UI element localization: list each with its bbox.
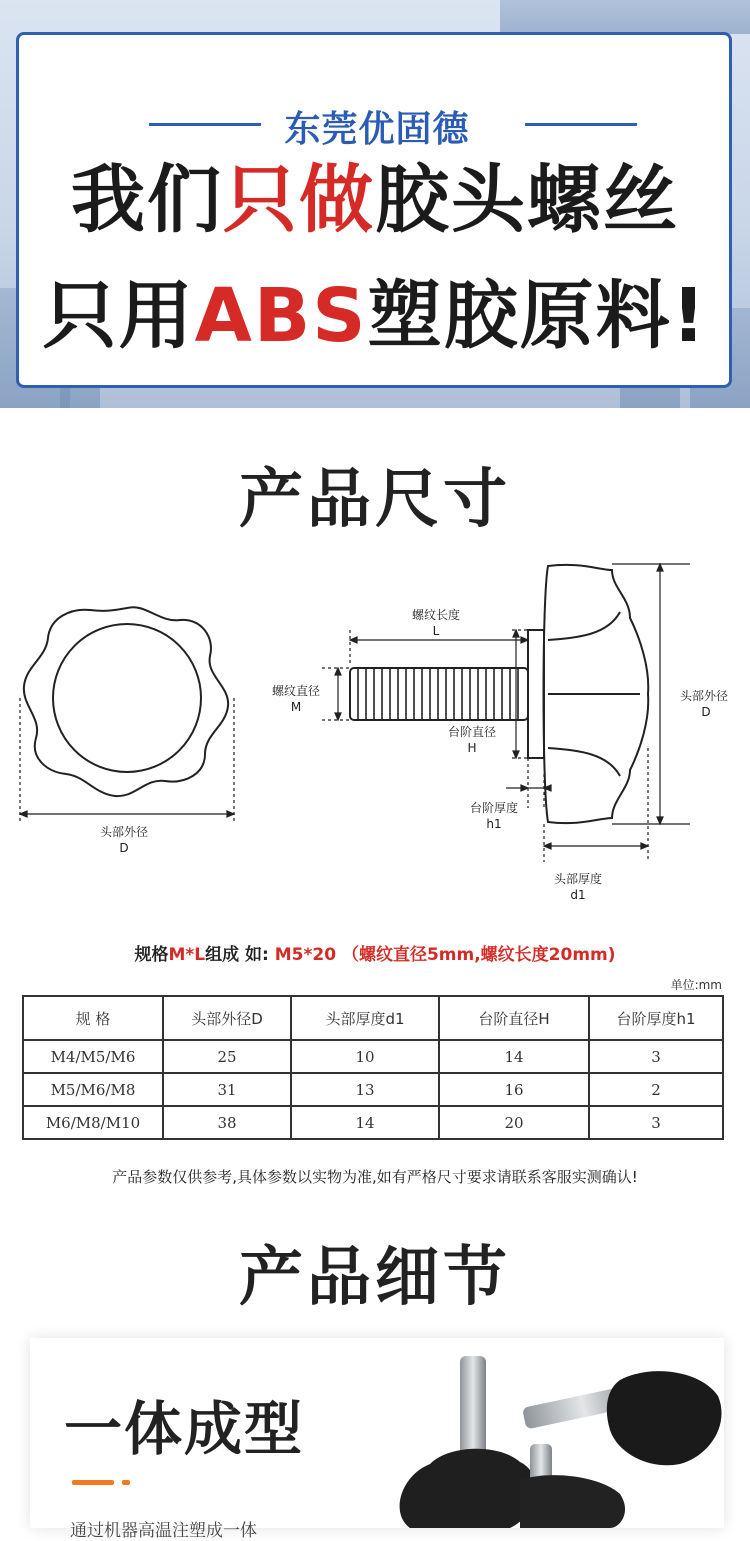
label-head-thickness-sym: d1: [570, 888, 586, 902]
knob-top-view: [24, 607, 228, 796]
label-thread-diameter-sym: M: [290, 700, 302, 714]
section-title-size: 产品尺寸: [239, 463, 511, 537]
accent-bar: [72, 1480, 114, 1485]
brand-name: 东莞优固德: [284, 109, 470, 150]
product-photo: [370, 1344, 724, 1528]
dimension-diagram: [0, 548, 750, 910]
label-head-thickness: 头部厚度: [553, 872, 603, 886]
brand-row: [19, 97, 735, 150]
label-step-thickness-sym: h1: [486, 817, 502, 831]
table-cell: 14: [439, 1040, 589, 1073]
disclaimer-note: 产品参数仅供参考,具体参数以实物为准,如有严格尺寸要求请联系客服实测确认!: [112, 1168, 638, 1186]
hero-banner: [0, 0, 750, 408]
table-header-row: [23, 996, 723, 1040]
label-step-thickness: 台阶厚度: [469, 801, 519, 815]
screw-side-view: [350, 565, 648, 823]
head-diameter-dimension: [20, 698, 234, 823]
label-head-diameter-right-sym: D: [701, 705, 711, 719]
table-row: [23, 1073, 723, 1106]
table-cell: M5/M6/M8: [23, 1073, 163, 1106]
table-cell: 14: [291, 1106, 439, 1139]
table-cell: 3: [589, 1106, 723, 1139]
label-thread-diameter: 螺纹直径: [271, 684, 321, 698]
table-row: [23, 1106, 723, 1139]
label-head-diameter-right: 头部外径: [679, 689, 729, 703]
spec-format-line: 规格M*L组成 如: M5*20 （螺纹直径5mm,螺纹长度20mm): [134, 945, 616, 965]
step-diameter-dimension: [512, 630, 528, 758]
unit-label: 单位:mm: [670, 978, 722, 992]
label-head-diameter: 头部外径: [99, 825, 149, 839]
table-cell: 2: [589, 1073, 723, 1106]
table-row: [23, 1040, 723, 1073]
detail-card-title: 一体成型: [64, 1395, 305, 1463]
label-step-diameter-sym: H: [467, 741, 477, 755]
table-cell: 31: [163, 1073, 291, 1106]
table-cell: 3: [589, 1040, 723, 1073]
headline-line2: 只用ABS塑胶原料!: [42, 273, 708, 359]
accent-dot: [122, 1480, 130, 1485]
detail-card-text: 通过机器高温注塑成一体: [70, 1521, 257, 1541]
brand-line-right: [525, 123, 637, 126]
label-step-diameter: 台阶直径: [447, 725, 497, 739]
table-header: 头部外径D: [163, 996, 291, 1040]
table-cell: M4/M5/M6: [23, 1040, 163, 1073]
table-cell: 16: [439, 1073, 589, 1106]
headline-line1: 我们只做胶头螺丝: [71, 157, 679, 243]
table-cell: 13: [291, 1073, 439, 1106]
table-header: 台阶直径H: [439, 996, 589, 1040]
label-thread-length-sym: L: [432, 624, 440, 638]
section-title-detail: 产品细节: [239, 1241, 511, 1315]
table-cell: 38: [163, 1106, 291, 1139]
table-cell: M6/M8/M10: [23, 1106, 163, 1139]
table-header: 头部厚度d1: [291, 996, 439, 1040]
table-cell: 25: [163, 1040, 291, 1073]
thread-diameter-dimension: [322, 668, 350, 720]
table-cell: 10: [291, 1040, 439, 1073]
table-cell: 20: [439, 1106, 589, 1139]
building-decoration: [500, 0, 750, 34]
spec-table: [22, 995, 724, 1140]
table-header: 规 格: [23, 996, 163, 1040]
label-head-diameter-sym: D: [119, 841, 129, 855]
label-thread-length: 螺纹长度: [411, 608, 461, 622]
table-header: 台阶厚度h1: [589, 996, 723, 1040]
detail-card: [30, 1338, 724, 1541]
